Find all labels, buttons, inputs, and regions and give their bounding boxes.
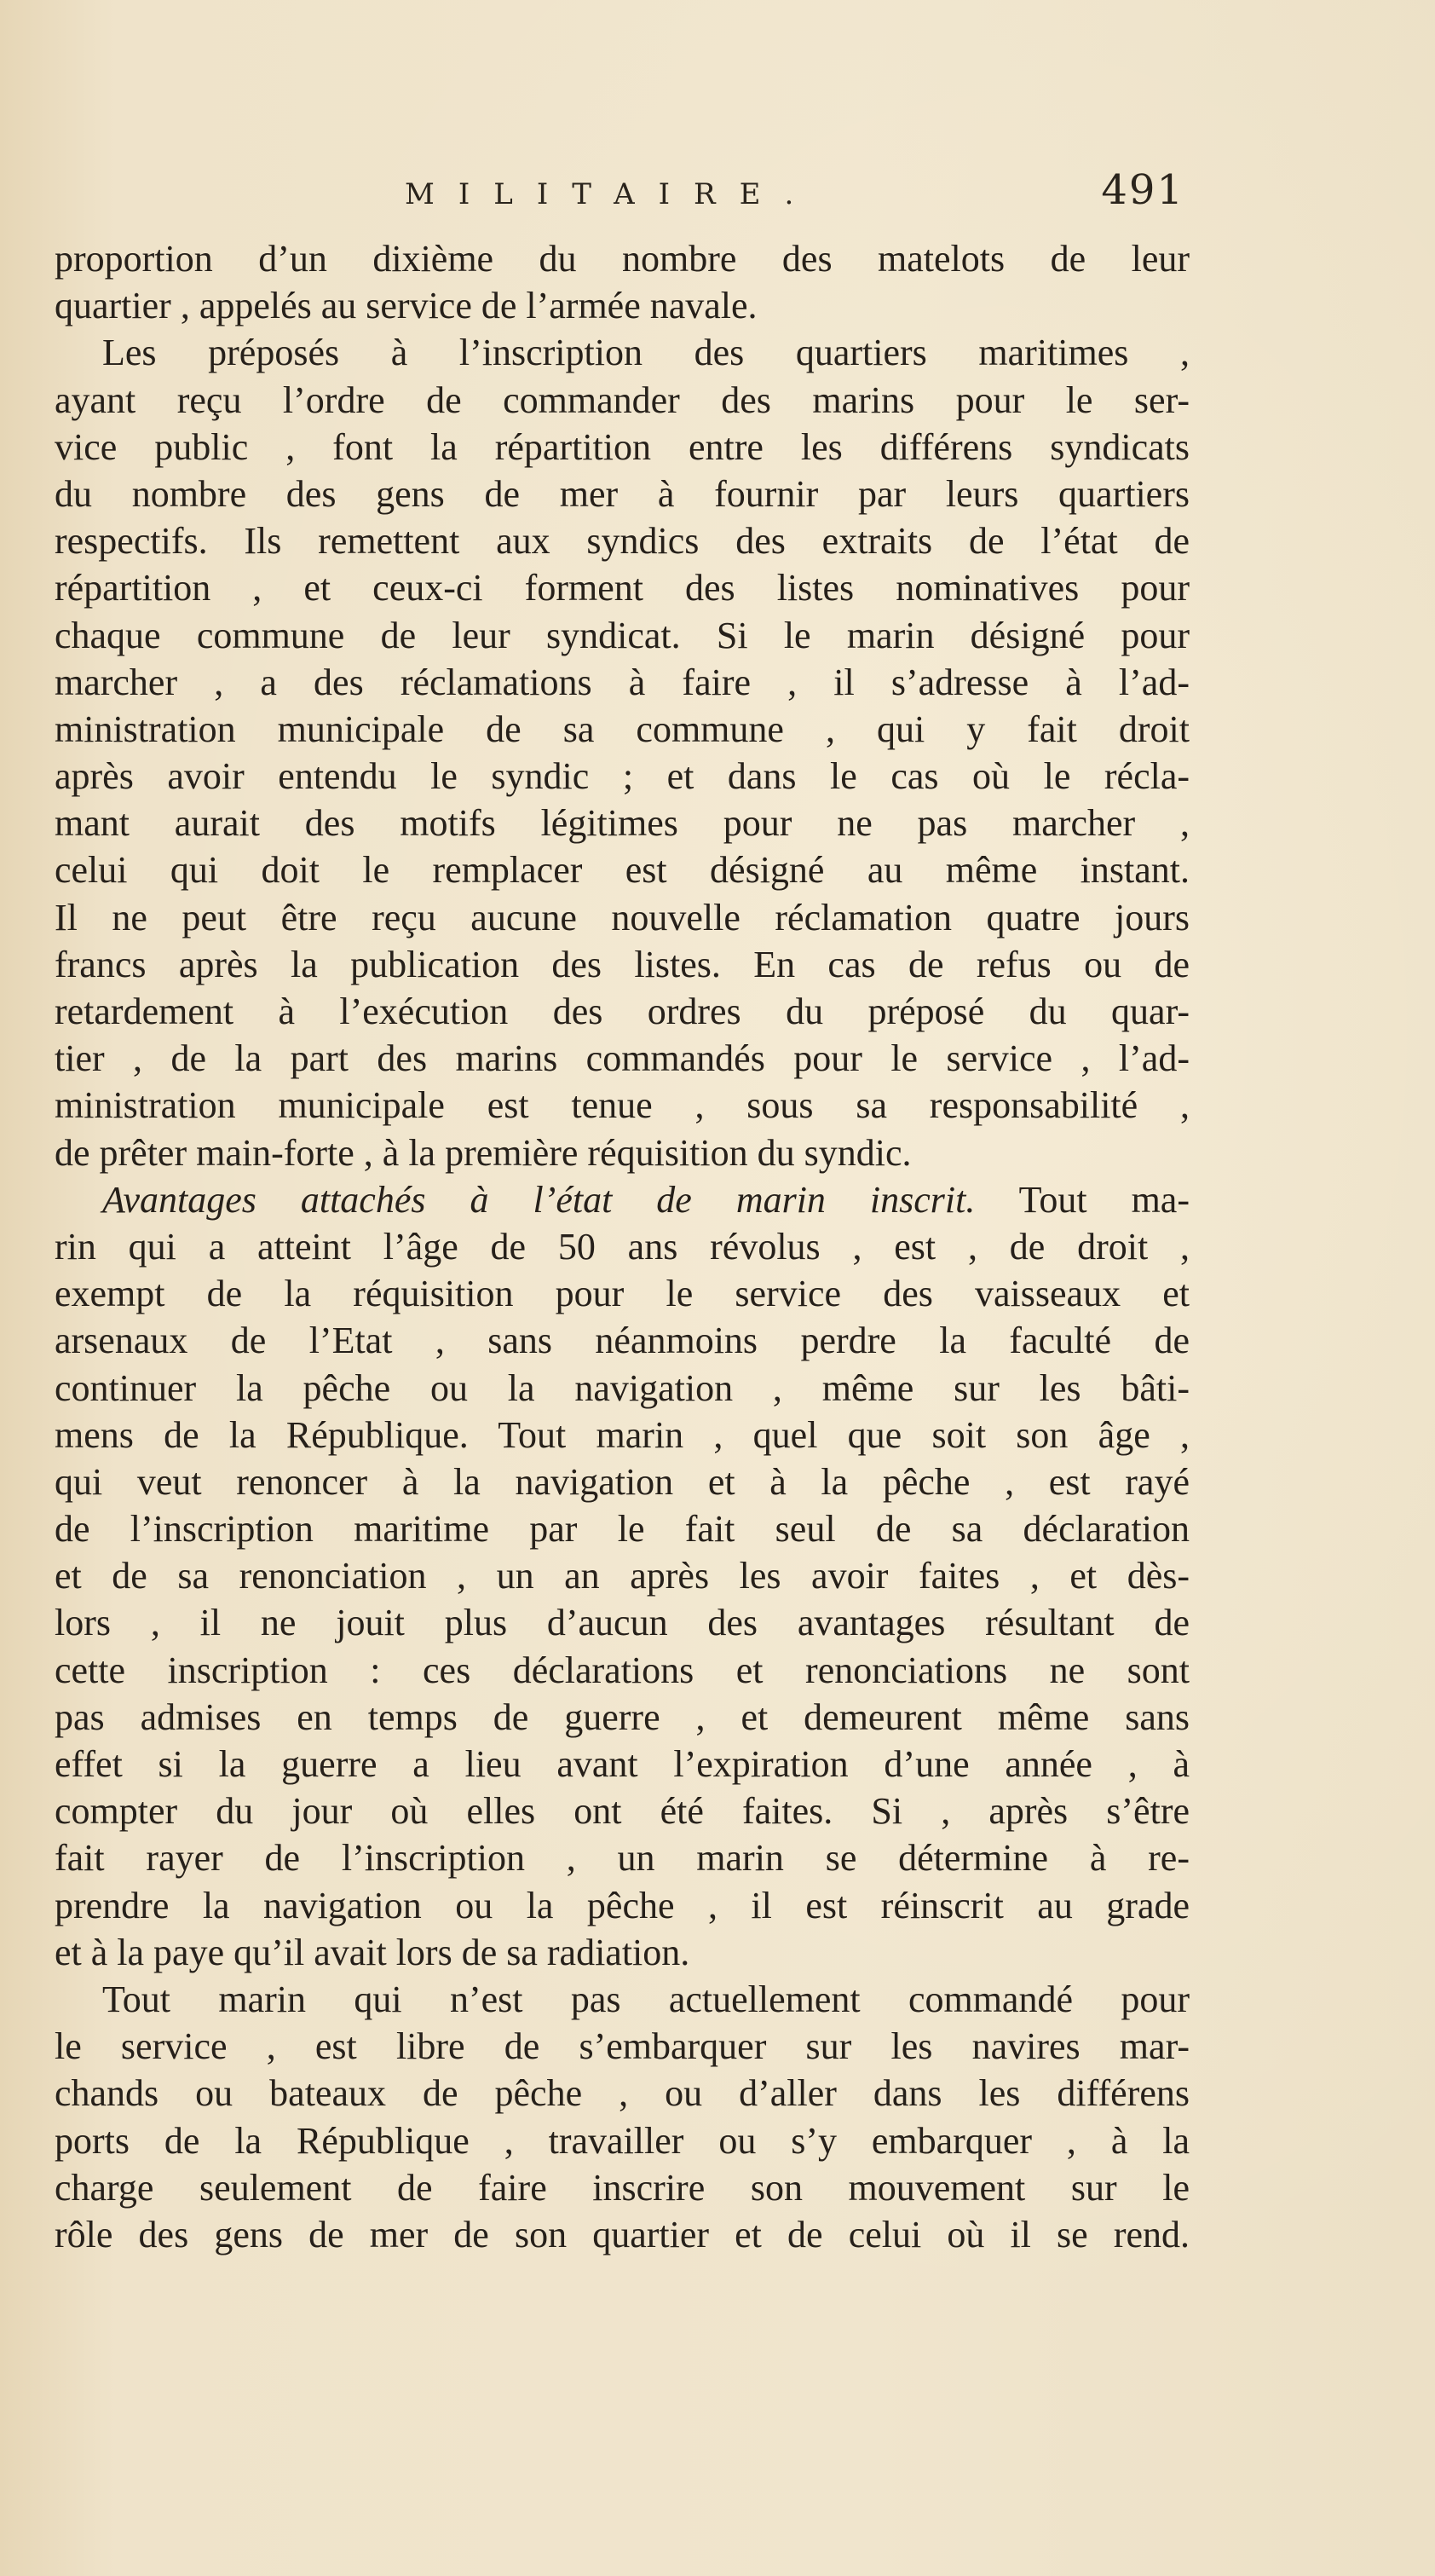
text-line: Il ne peut être reçu aucune nouvelle réclamation quatre jours xyxy=(55,896,1190,939)
text-line: rin qui a atteint l’âge de 50 ans révolus , est , de droit , xyxy=(55,1225,1190,1268)
text-line: quartier , appelés au service de l’armée navale. xyxy=(55,285,758,327)
section-heading-italic: Avantages attachés à l’état de marin inscrit. xyxy=(102,1178,976,1221)
text-line: ports de la République , travailler ou s’y embarquer , à la xyxy=(55,2119,1190,2162)
text-line: celui qui doit le remplacer est désigné au même instant. xyxy=(55,849,1190,892)
text-line: et à la paye qu’il avait lors de sa radiation. xyxy=(55,1931,690,1973)
text-line: respectifs. Ils remettent aux syndics des extraits de l’état de xyxy=(55,520,1190,563)
text-line: ministration municipale est tenue , sous sa responsabilité , xyxy=(55,1084,1190,1127)
text-line: retardement à l’exécution des ordres du préposé du quar- xyxy=(55,991,1190,1032)
text-line: le service , est libre de s’embarquer sur les navires mar- xyxy=(55,2025,1190,2068)
text-line: et de sa renonciation , un an après les avoir faites , et dès- xyxy=(55,1555,1190,1597)
text-line: après avoir entendu le syndic ; et dans le cas où le récla- xyxy=(55,755,1190,798)
paragraph-start-line: Tout marin qui n’est pas actuellement commandé pour xyxy=(102,1978,1190,2020)
running-head: MILITAIRE. xyxy=(405,177,818,211)
text-line: charge seulement de faire inscrire son mouvement sur le xyxy=(55,2166,1190,2209)
text-line: ministration municipale de sa commune , qui y fait droit xyxy=(55,708,1190,750)
text-line: de l’inscription maritime par le fait seul de sa déclaration xyxy=(55,1508,1190,1551)
text-line: compter du jour où elles ont été faites. Si , après s’être xyxy=(55,1790,1190,1833)
text-line: chands ou bateaux de pêche , ou d’aller dans les différens xyxy=(55,2072,1190,2115)
text-line: proportion d’un dixième du nombre des matelots de leur xyxy=(55,238,1190,280)
text-line: qui veut renoncer à la navigation et à la pêche , est rayé xyxy=(55,1460,1190,1503)
text-line: du nombre des gens de mer à fournir par leurs quartiers xyxy=(55,472,1190,515)
text-line: répartition , et ceux-ci forment des listes nominatives pour xyxy=(55,567,1190,609)
text-line: rôle des gens de mer de son quartier et de celui où il se rend. xyxy=(55,2213,1190,2255)
text-line: mant aurait des motifs légitimes pour ne pas marcher , xyxy=(55,802,1190,845)
text-line: ayant reçu l’ordre de commander des marins pour le ser- xyxy=(55,378,1190,421)
text-line: continuer la pêche ou la navigation , même sur les bâti- xyxy=(55,1366,1190,1409)
text-line: chaque commune de leur syndicat. Si le marin désigné pour xyxy=(55,614,1190,656)
text-line: fait rayer de l’inscription , un marin se détermine à re- xyxy=(55,1837,1190,1880)
text-line: effet si la guerre a lieu avant l’expiration d’une année , à xyxy=(55,1743,1190,1785)
text-line: arsenaux de l’Etat , sans néanmoins perdre la faculté de xyxy=(55,1320,1190,1362)
paragraph-start-line: Les préposés à l’inscription des quartiers maritimes , xyxy=(102,332,1190,374)
text-line: mens de la République. Tout marin , quel que soit son âge , xyxy=(55,1413,1190,1456)
page-number: 491 xyxy=(1101,166,1184,214)
body-text xyxy=(55,235,1190,2258)
text-line: cette inscription : ces déclarations et renonciations ne sont xyxy=(55,1649,1190,1691)
text-line: francs après la publication des listes. En cas de refus ou de xyxy=(55,943,1190,985)
text-line: de prêter main-forte , à la première réquisition du syndic. xyxy=(55,1131,912,1174)
text-line: marcher , a des réclamations à faire , il s’adresse à l’ad- xyxy=(55,661,1190,703)
text-run: Tout ma- xyxy=(975,1178,1190,1221)
paragraph-start-line xyxy=(55,1176,1190,1223)
page-header xyxy=(51,162,1184,230)
text-line: tier , de la part des marins commandés pour le service , l’ad- xyxy=(55,1037,1190,1080)
text-line: exempt de la réquisition pour le service des vaisseaux et xyxy=(55,1273,1190,1315)
text-line: pas admises en temps de guerre , et demeurent même sans xyxy=(55,1695,1190,1738)
text-line: prendre la navigation ou la pêche , il est réinscrit au grade xyxy=(55,1884,1190,1926)
text-line: vice public , font la répartition entre les différens syndicats xyxy=(55,425,1190,468)
text-line: lors , il ne jouit plus d’aucun des avantages résultant de xyxy=(55,1602,1190,1644)
